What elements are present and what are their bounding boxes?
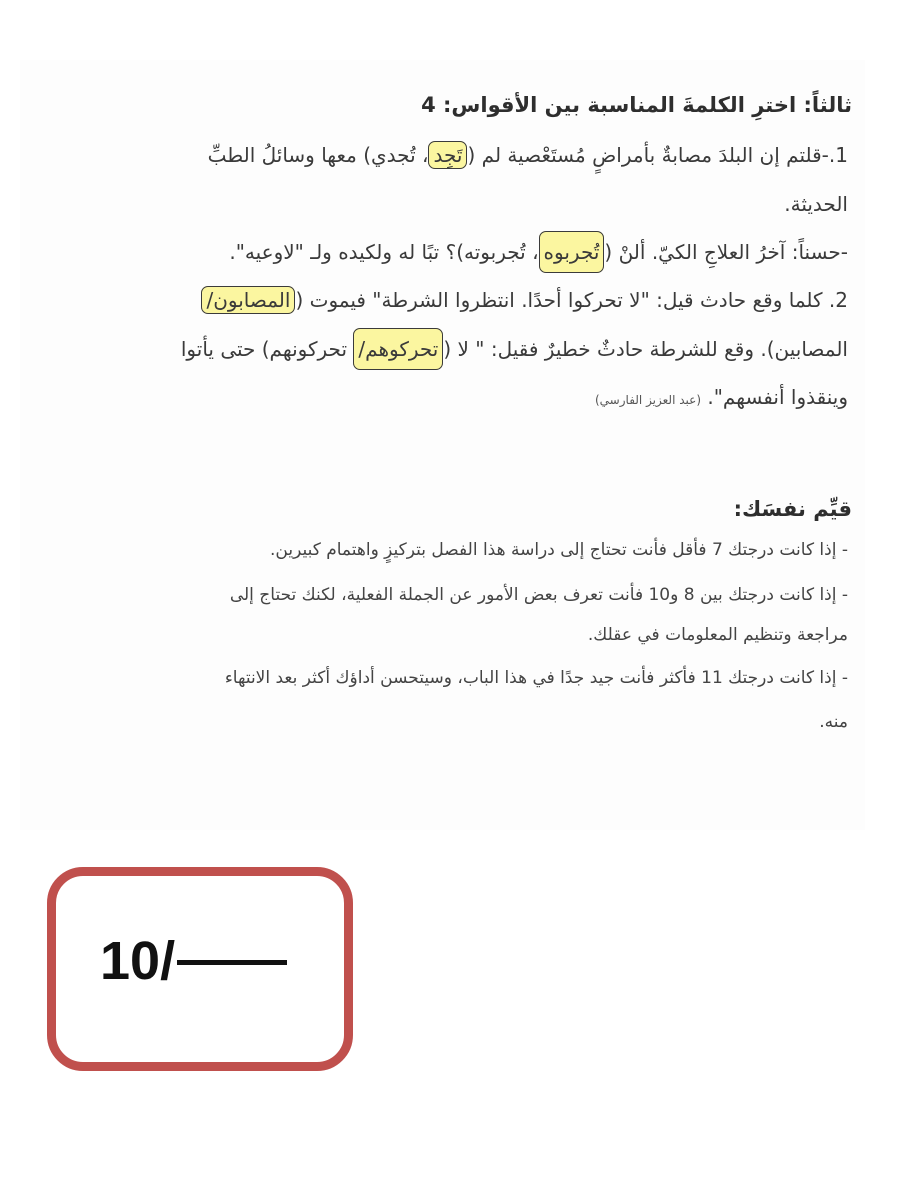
answer-highlight-4: تحركوهم/ <box>353 328 443 370</box>
exercise-title: ثالثاً: اخترِ الكلمةَ المناسبة بين الأقواس: 4 <box>421 93 852 117</box>
q2-text-c2: تحركونهم) حتى يأتوا <box>180 337 354 361</box>
score-value: 10/ <box>100 931 176 991</box>
q1-text-a: 1.-قلتم إن البلدَ مصابةٌ بأمراضٍ مُستَعْصية لم ( <box>467 143 848 167</box>
q1-text-b: ، تُجدي) معها وسائلُ الطبِّ <box>207 143 429 167</box>
question-2-line-3 <box>595 385 848 409</box>
self-eval-line-2: - إذا كانت درجتك بين 8 و10 فأنت تعرف بعض الأمور عن الجملة الفعلية، لكنك تحتاج إلى <box>229 585 848 605</box>
self-eval-title: قيِّم نفسَك: <box>733 497 852 521</box>
q2-text-d: وينقذوا أنفسهم". <box>701 385 848 409</box>
self-eval-line-4: - إذا كانت درجتك 11 فأكثر فأنت جيد جدًا في هذا الباب، وسيتحسن أداؤك أكثر بعد الانتهاء <box>224 668 848 688</box>
question-2-line-1 <box>201 288 848 312</box>
worksheet-page <box>20 60 865 830</box>
question-1-line-2: الحديثة. <box>784 192 848 216</box>
q1b-text-b: ، تُجربوته)؟ تبًا له ولكيده ولـ "لاوعيه". <box>229 240 539 264</box>
q2-text-c1: المصابين). وقع للشرطة حادثٌ خطيرٌ فقيل: " لا ( <box>443 337 848 361</box>
citation: (عبد العزيز الفارسي) <box>595 393 702 407</box>
answer-highlight-1: تَجِد <box>428 141 467 169</box>
question-1-line-1 <box>208 143 848 167</box>
answer-highlight-3: المصابون/ <box>201 286 295 314</box>
q1b-text-a: -حسناً: آخرُ العلاجِ الكيّ. ألنْ ( <box>604 240 848 264</box>
self-eval-line-3: مراجعة وتنظيم المعلومات في عقلك. <box>587 625 848 645</box>
self-eval-line-1: - إذا كانت درجتك 7 فأقل فأنت تحتاج إلى دراسة هذا الفصل بتركيزٍ واهتمام كبيرين. <box>270 540 848 560</box>
question-2-line-2 <box>181 337 848 361</box>
score-label <box>100 930 287 992</box>
self-eval-line-5: منه. <box>819 712 848 732</box>
question-1b-line <box>229 240 848 264</box>
q2-text-a: 2. كلما وقع حادث قيل: "لا تحركوا أحدًا. انتظروا الشرطة" فيموت ( <box>295 288 848 312</box>
answer-highlight-2: تُجربوه <box>539 231 605 273</box>
score-blank-line <box>177 960 287 965</box>
